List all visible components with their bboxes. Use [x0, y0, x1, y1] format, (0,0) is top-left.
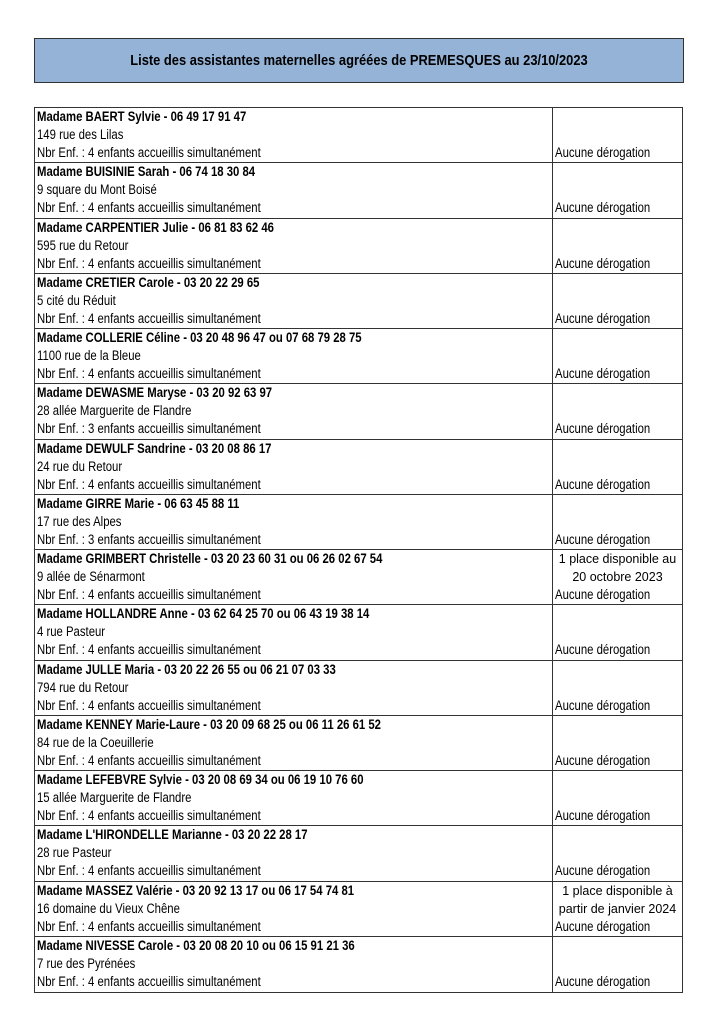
table-row: [35, 219, 682, 274]
assistant-address: 149 rue des Lilas: [37, 127, 124, 142]
assistant-address: 4 rue Pasteur: [37, 624, 106, 640]
assistant-info-cell: [35, 219, 553, 273]
assistant-address: 24 rue du Retour: [37, 458, 123, 474]
table-row: [35, 163, 682, 218]
assistant-name-phone: Madame GRIMBERT Christelle - 03 20 23 60 31 ou 06 26 02 67 54: [37, 551, 383, 566]
status-cell: [553, 495, 682, 549]
assistant-capacity: Nbr Enf. : 4 enfants accueillis simultanément: [37, 200, 261, 216]
availability-line: 20 octobre 2023: [572, 570, 663, 584]
assistant-address: 28 rue Pasteur: [37, 845, 112, 861]
availability-note: [553, 882, 682, 918]
derogation-status: Aucune dérogation: [555, 366, 651, 381]
assistant-address: 9 square du Mont Boisé: [37, 182, 157, 198]
derogation-status: Aucune dérogation: [555, 863, 651, 879]
assistant-info-cell: [35, 826, 553, 880]
assistant-address: 84 rue de la Coeuillerie: [37, 734, 154, 750]
table-row: [35, 274, 682, 329]
table-row: [35, 384, 682, 439]
assistant-info-cell: [35, 329, 553, 383]
derogation-status: Aucune dérogation: [555, 918, 651, 934]
assistant-info-cell: [35, 108, 553, 162]
table-row: [35, 882, 682, 937]
table-row: [35, 771, 682, 826]
derogation-status: Aucune dérogation: [555, 476, 651, 492]
table-row: [35, 108, 682, 163]
assistant-name-phone: Madame COLLERIE Céline - 03 20 48 96 47 ou 07 68 79 28 75: [37, 330, 362, 345]
assistant-name-phone: Madame DEWASME Maryse - 03 20 92 63 97: [37, 385, 273, 401]
derogation-status: Aucune dérogation: [555, 531, 651, 547]
assistant-info-cell: [35, 937, 553, 992]
assistant-address: 16 domaine du Vieux Chêne: [37, 900, 180, 916]
derogation-status: Aucune dérogation: [555, 973, 651, 989]
assistant-capacity: Nbr Enf. : 4 enfants accueillis simultanément: [37, 973, 261, 989]
assistant-name-phone: Madame CRETIER Carole - 03 20 22 29 65: [37, 274, 260, 290]
availability-note: [553, 550, 682, 586]
assistant-address: 595 rue du Retour: [37, 237, 129, 253]
assistant-info-cell: [35, 661, 553, 715]
assistant-capacity: Nbr Enf. : 4 enfants accueillis simultanément: [37, 918, 261, 934]
assistant-capacity: Nbr Enf. : 3 enfants accueillis simultanément: [37, 421, 261, 437]
status-cell: [553, 219, 682, 273]
derogation-status: Aucune dérogation: [555, 310, 651, 326]
derogation-status: Aucune dérogation: [555, 642, 651, 658]
derogation-status: Aucune dérogation: [555, 421, 651, 437]
assistant-capacity: Nbr Enf. : 4 enfants accueillis simultanément: [37, 366, 261, 381]
assistant-address: 9 allée de Sénarmont: [37, 569, 145, 584]
assistant-address: 17 rue des Alpes: [37, 513, 122, 529]
assistant-address: 7 rue des Pyrénées: [37, 955, 136, 971]
assistant-capacity: Nbr Enf. : 4 enfants accueillis simultanément: [37, 587, 261, 602]
assistant-capacity: Nbr Enf. : 3 enfants accueillis simultanément: [37, 531, 261, 547]
assistant-name-phone: Madame GIRRE Marie - 06 63 45 88 11: [37, 495, 240, 511]
status-cell: [553, 384, 682, 438]
assistant-capacity: Nbr Enf. : 4 enfants accueillis simultanément: [37, 808, 261, 823]
assistant-info-cell: [35, 771, 553, 825]
assistant-address: 28 allée Marguerite de Flandre: [37, 403, 192, 419]
assistant-capacity: Nbr Enf. : 4 enfants accueillis simultanément: [37, 697, 261, 713]
status-cell: [553, 329, 682, 383]
table-row: [35, 716, 682, 771]
table-row: [35, 440, 682, 495]
assistant-capacity: Nbr Enf. : 4 enfants accueillis simultanément: [37, 255, 261, 271]
assistant-info-cell: [35, 163, 553, 217]
table-row: [35, 937, 682, 992]
assistant-capacity: Nbr Enf. : 4 enfants accueillis simultanément: [37, 145, 261, 160]
assistant-info-cell: [35, 440, 553, 494]
availability-line: 1 place disponible à: [562, 883, 673, 898]
status-cell: [553, 550, 682, 604]
assistant-info-cell: [35, 550, 553, 604]
assistant-name-phone: Madame HOLLANDRE Anne - 03 62 64 25 70 ou 06 43 19 38 14: [37, 606, 370, 622]
assistant-address: 15 allée Marguerite de Flandre: [37, 790, 192, 805]
assistant-info-cell: [35, 384, 553, 438]
derogation-status: Aucune dérogation: [555, 587, 651, 602]
status-cell: [553, 882, 682, 936]
status-cell: [553, 108, 682, 162]
derogation-status: Aucune dérogation: [555, 200, 651, 216]
table-row: [35, 495, 682, 550]
assistant-info-cell: [35, 274, 553, 328]
derogation-status: Aucune dérogation: [555, 752, 651, 768]
availability-line: 1 place disponible au: [558, 552, 677, 566]
assistant-name-phone: Madame DEWULF Sandrine - 03 20 08 86 17: [37, 440, 272, 456]
derogation-status: Aucune dérogation: [555, 697, 651, 713]
assistant-name-phone: Madame BAERT Sylvie - 06 49 17 91 47: [37, 109, 247, 124]
status-cell: [553, 937, 682, 992]
assistant-address: 5 cité du Réduit: [37, 292, 116, 308]
status-cell: [553, 440, 682, 494]
assistant-name-phone: Madame L'HIRONDELLE Marianne - 03 20 22 28 17: [37, 827, 308, 843]
page-title-banner: [34, 38, 684, 83]
table-row: [35, 661, 682, 716]
assistant-name-phone: Madame KENNEY Marie-Laure - 03 20 09 68 25 ou 06 11 26 61 52: [37, 716, 381, 732]
status-cell: [553, 163, 682, 217]
table-row: [35, 826, 682, 881]
assistant-name-phone: Madame CARPENTIER Julie - 06 81 83 62 46: [37, 219, 274, 235]
page-title: Liste des assistantes maternelles agréées de PREMESQUES au 23/10/2023: [130, 52, 588, 69]
assistant-name-phone: Madame LEFEBVRE Sylvie - 03 20 08 69 34 ou 06 19 10 76 60: [37, 772, 364, 787]
table-row: [35, 605, 682, 660]
assistant-name-phone: Madame NIVESSE Carole - 03 20 08 20 10 ou 06 15 91 21 36: [37, 937, 355, 953]
assistant-capacity: Nbr Enf. : 4 enfants accueillis simultanément: [37, 476, 261, 492]
assistant-capacity: Nbr Enf. : 4 enfants accueillis simultanément: [37, 752, 261, 768]
derogation-status: Aucune dérogation: [555, 808, 651, 823]
assistant-info-cell: [35, 882, 553, 936]
assistant-info-cell: [35, 605, 553, 659]
status-cell: [553, 274, 682, 328]
assistant-info-cell: [35, 716, 553, 770]
table-row: [35, 329, 682, 384]
table-row: [35, 550, 682, 605]
derogation-status: Aucune dérogation: [555, 255, 651, 271]
assistant-info-cell: [35, 495, 553, 549]
status-cell: [553, 826, 682, 880]
assistant-capacity: Nbr Enf. : 4 enfants accueillis simultanément: [37, 310, 261, 326]
derogation-status: Aucune dérogation: [555, 145, 651, 160]
assistant-address: 1100 rue de la Bleue: [37, 348, 141, 363]
assistant-name-phone: Madame BUISINIE Sarah - 06 74 18 30 84: [37, 164, 256, 180]
status-cell: [553, 771, 682, 825]
assistants-table: [34, 107, 683, 993]
status-cell: [553, 605, 682, 659]
status-cell: [553, 716, 682, 770]
assistant-address: 794 rue du Retour: [37, 679, 129, 695]
assistant-name-phone: Madame JULLE Maria - 03 20 22 26 55 ou 06 21 07 03 33: [37, 661, 336, 677]
assistant-capacity: Nbr Enf. : 4 enfants accueillis simultanément: [37, 863, 261, 879]
assistant-capacity: Nbr Enf. : 4 enfants accueillis simultanément: [37, 642, 261, 658]
availability-line: partir de janvier 2024: [558, 901, 677, 916]
status-cell: [553, 661, 682, 715]
assistant-name-phone: Madame MASSEZ Valérie - 03 20 92 13 17 ou 06 17 54 74 81: [37, 882, 355, 898]
